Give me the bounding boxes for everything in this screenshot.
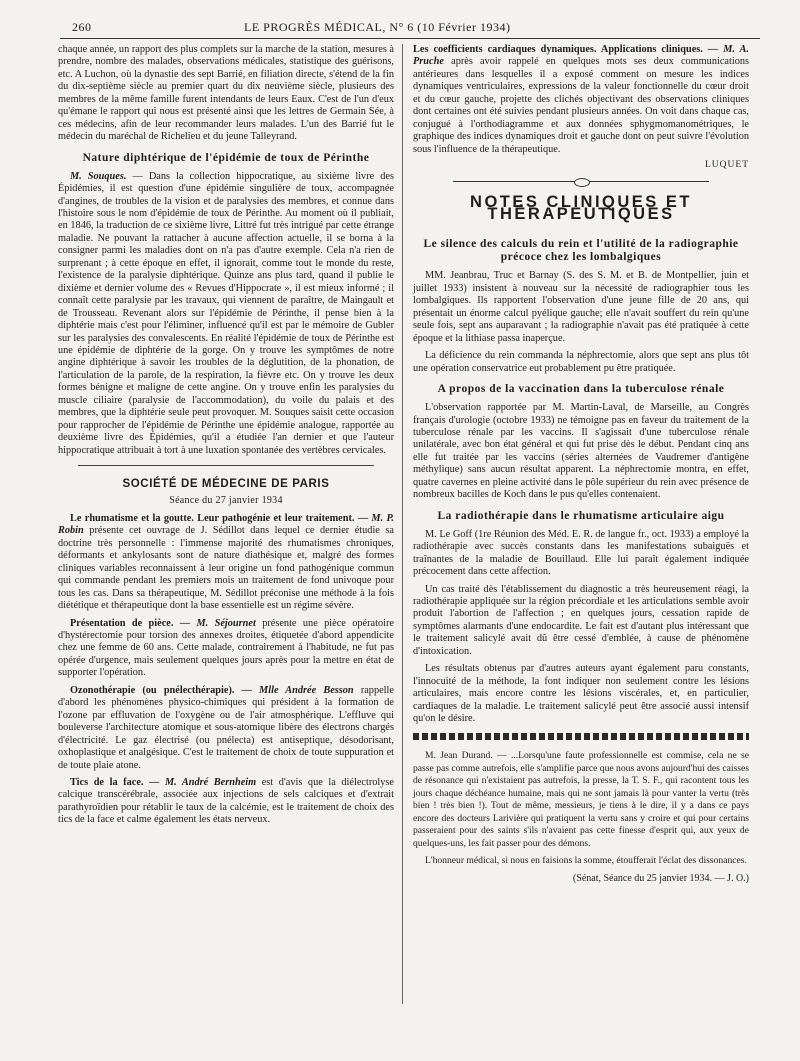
left-column [58,44,394,832]
notes-title: NOTES CLINIQUES ET THÉRAPEUTIQUES [470,192,692,223]
source-citation: (Sénat, Séance du 25 janvier 1934. — J. O.) [572,872,749,884]
divider [78,465,374,466]
ornament-center [574,178,590,187]
paragraph: chaque année, un rapport des plus complets sur la marche de la station, mesures à prendre, nombre des malades, observations médicales, statistique des guérisons, etc. A Luchon, où la dynastie des sept Barrié, en filiation directe, s'étend de la fin du dix-septième siècle au premier quart du dix neuvième siècle, plusieurs des membres de la même famille furent intendants de leurs Eaux. C'est de l'un d'eux qu'émane le rapport qui nous est présenté ainsi que les lettres de Germain Sée, à ces médecins, afin de leur recommander leurs malades. L'un des Barrié fut le médecin du maréchal de Richelieu et du jeune Talleyrand. [58,44,394,143]
paragraph [58,685,394,772]
item-lead: Tics de la face. [70,777,144,789]
author: — Mlle Andrée Besson [241,684,354,696]
item-lead: Ozonothérapie (ou pnélecthérapie). [70,684,235,696]
paragraph: M. Le Goff (1re Réunion des Méd. E. R. de langue fr., oct. 1933) a employé la radiothérapie avec succès constants dans les manifestations subaiguës et traînantes de la maladie de Bouillaud. Elle lui paraît également indiquée précocement dans cette affection. [413,528,749,578]
signature: LUQUET [705,160,749,171]
paragraph-text: après avoir rappelé en quelques mots ses deux communications antérieures dans lesquelles il a exposé comment on mesure les indices dynamiques ventriculaires, expressions de la valeur fonctionnelle du cœur droit et du cœur gauche, projette des clichés objectivant des observations cliniques dont certaines ont été suivies pendant plusieurs années. On voit dans chaque cas, conjugué à l'orthodiagramme et aux données sphygmomanométriques, le graphique des indices dynamiques droit et gauche dont on peut suivre l'évolution sous l'influence de la thérapeutique. [413,56,750,155]
paragraph [58,777,394,827]
author: M. Souques. [70,170,127,182]
item-lead: Le rhumatisme et la goutte. Leur pathogénie et leur traitement. [70,512,355,524]
author: — M. Séjournet [179,617,256,629]
header-rule [60,38,760,39]
item-lead: Les coefficients cardiaques dynamiques. Applications cliniques. [413,44,703,55]
section-heading: Le silence des calculs du rein et l'utilité de la radiographie précoce chez les lombalgiques [423,238,739,264]
author: — M. A. Pruche [413,44,749,68]
paragraph-text: présente cet ouvrage de J. Sédillot dans lequel ce dernier étudie sa doctrine très personnelle : l'immense majorité des rhumatismes chroniques, déformants et ankylosants sont de nature diathésique et, malgré des formes cliniques variables reconnaissent à leur origine un fond pathogénique commun qui commande pendant les premiers mois un traitement de fond univoque pour tous les cas. Dans sa thérapeutique, M. Sédillot préconise une méthode à la fois diététique et thérapeutique dont la base essentielle est un régime sévère. [58,525,394,612]
page-number: 260 [72,20,92,34]
paragraph: MM. Jeanbrau, Truc et Barnay (S. des S. M. et B. de Montpellier, juin et juillet 1933) insistent à nouveau sur la nécessité de radiographier tous les lombalgiques. Ils rapportent l'observation d'une jeune fille de 20 ans, qui présentait un énorme calcul pyélique gauche; elle n'avait souffert du rein qu'une seule fois, sept ans auparavant ; la radiographie n'avait pas été pratiquée à cette époque et la lithiase passa inaperçue. [413,270,749,344]
column-rule [402,44,403,1004]
paragraph [58,513,394,613]
paragraph-text: présente une pièce opératoire d'hystérectomie pour torsion des annexes droites, étiquetée d'abord appendicite chez une femme de 60 ans. Cette malade, contrairement à l'habitude, ne fut pas opérée d'urgence, mais seulement quelques jours après pour la mettre en état de supporter l'opération. [58,617,394,679]
paragraph-text: rappelle d'abord les phénomènes physico-chimiques qui président à la formation de l'ozone par effluvation de l'oxygène ou de l'air atmosphérique. L'effluve qui bouleverse l'architecture atomique et sous-atomique libère des électrons chargés d'électricité. Le gaz électrisé (ou pnélecta) est antiseptique, désodorisant, oxhoplastique et analgésique. C'est le traitement de choix de toute suppuration et de toute plaie atone. [58,684,394,771]
ornament-divider [453,178,709,186]
author: — M. P. Robin [58,512,394,537]
paragraph: L'honneur médical, si nous en faisions la somme, étoufferait l'éclat des dissonances. [425,855,747,867]
paragraph [413,44,749,156]
running-title: LE PROGRÈS MÉDICAL, N° 6 (10 Février 1934) [244,20,511,34]
paragraph: M. Jean Durand. — ...Lorsqu'une faute professionnelle est commise, cela ne se passe pas comme autrefois, elle s'amplifie parce que nous avons aujourd'hui des caisses de résonance qui n'existaient pas autrefois, la presse, la T. S. F., qui racontent tous les jours chaque déchéance humaine, mais qui ne sont jamais là pour vanter la vertu (très bien ! très bien !). Tout de même, messieurs, je tiens à le dire, il y a dans ce pays encore des docteurs Larivière qui pratiquent la vertu sans y croire et qui pour certains passeraient pour des saints s'ils n'avaient pas cette finesse d'esprit qui, aux yeux de quelques-uns, les fait passer pour des démons. [413,750,749,849]
ornamental-band [413,733,749,740]
section-heading: La radiothérapie dans le rhumatisme articulaire aigu [437,509,725,522]
paragraph-text: — Dans la collection hippocratique, au sixième livre des Épidémies, il est question d'une épidémie singulière de toux, accompagnée d'angines, de troubles de la vision et de paralysies des membres, et connue dans l'histoire sous le nom d'épidémie de toux de Périnthe. Au moment où il publiait, en 1846, la traduction de ce sixième livre, Littré fut très intrigué par cette étrange maladie. Ne pouvant la rattacher à aucune affection actuelle, il se borna à la consigner parmi les maladies dont on n'a pas d'autre exemple. Cela n'a rien de surprenant ; à cette époque en effet, il ignorait, comme tout le monde du reste, l'existence de la paralysie diphtérique. Quinze ans plus tard, quand il publie le dixième et dernier volume des « Revues d'Hippocrate », il est mieux informé ; il connaît cette paralysie par les travaux, qui viennent de paraître, de Maingault et de Trousseau. Revenant alors sur l'épidémie de Périnthe, il pense bien à la diphtérie mais c'est pour l'éliminer, influencé qu'il est par le mémoire de Gubler sur les paralysies des convalescents. En réalité l'épidémie de toux de Périnthe est une épidémie de diphtérie de la gorge. On y trouve les symptômes de notre angine diphtérique à savoir les troubles de la déglutition, de la phonation, de l'articulation de la parole, de la respiration, la fièvre etc. On y trouve les deux formes bénigne et maligne de cette angine. On y trouve enfin les paralysies du muscle ciliaire (paralysie de l'accommodation), du voile du palais et des membres, que la diphtérie seule peut provoquer. M. Souques saisit cette occasion pour rapprocher de l'épidémie de Périnthe une épidémie analogue, rapportée au deuxième livre des Épidémies, qu'il a étudiée l'an dernier et que l'auteur hippocratique attribuait à tort à une luxation spontanée des vertèbres cervicales. [58,170,394,456]
paragraph: Un cas traité dès l'établissement du diagnostic a très heureusement réagi, la radiothérapie appliquée sur la région précordiale et les articulations semble avoir produit l'abortion de l'affection ; en quelques jours, cessation rapide de symptômes alarmants d'une endocardite. Le fait est d'autant plus intéressant que le traitement salicylé avait dû être cessé d'emblée, à cause de phénomène d'intoxication. [413,583,749,657]
paragraph: Les résultats obtenus par d'autres auteurs ayant également paru constants, l'innocuité de la méthode, la font indiquer non seulement contre les lésions articulaires, mais encore contre les lésions viscérales, et, en particulier, cardiaques de la maladie. Le traitement salicylé peut être associé aussi intensif qu'on le désire. [413,663,749,725]
item-lead: Présentation de pièce. [70,617,174,629]
paragraph [58,618,394,680]
paragraph-text: est d'avis que la diélectrolyse calcique transcérébrale, associée aux injections de sels calciques et d'extrait parathyroïdien pour rétablir le taux de la calcémie, est le traitement de choix des tics de la face et calme également les états nerveux. [58,777,395,826]
section-heading: A propos de la vaccination dans la tuberculose rénale [437,383,725,396]
society-title: SOCIÉTÉ DE MÉDECINE DE PARIS [122,478,330,491]
right-column [413,44,749,885]
session-date: Séance du 27 janvier 1934 [169,494,283,506]
paragraph [58,171,394,457]
author: — M. André Bernheim [149,777,257,789]
section-heading: Nature diphtérique de l'épidémie de toux de Périnthe [82,151,370,164]
paragraph: L'observation rapportée par M. Martin-Laval, de Marseille, au Congrès français d'urologie (octobre 1933) ne témoigne pas en faveur du traitement de la tuberculose rénale par les vaccins. Il s'agissait d'une tuberculose rénale unilatérale, avec bon état général et qui fut prise dès le début. Pendant cinq ans elle fut traitée par les vaccins (séries alternées de Vaudremer d'antigène méthylique) sans aucun résultat apparent. La néphrectomie montra, en effet, quatre cavernes en pleine activité dans le pôle supérieur du rein avec présence de nombreux bacilles de Koch dans le pus qu'elles contenaient. [413,402,749,501]
running-head [72,20,740,36]
paragraph: La déficience du rein commanda la néphrectomie, alors que sept ans plus tôt une opération conservatrice eut probablement pu être pratiquée. [413,350,749,374]
